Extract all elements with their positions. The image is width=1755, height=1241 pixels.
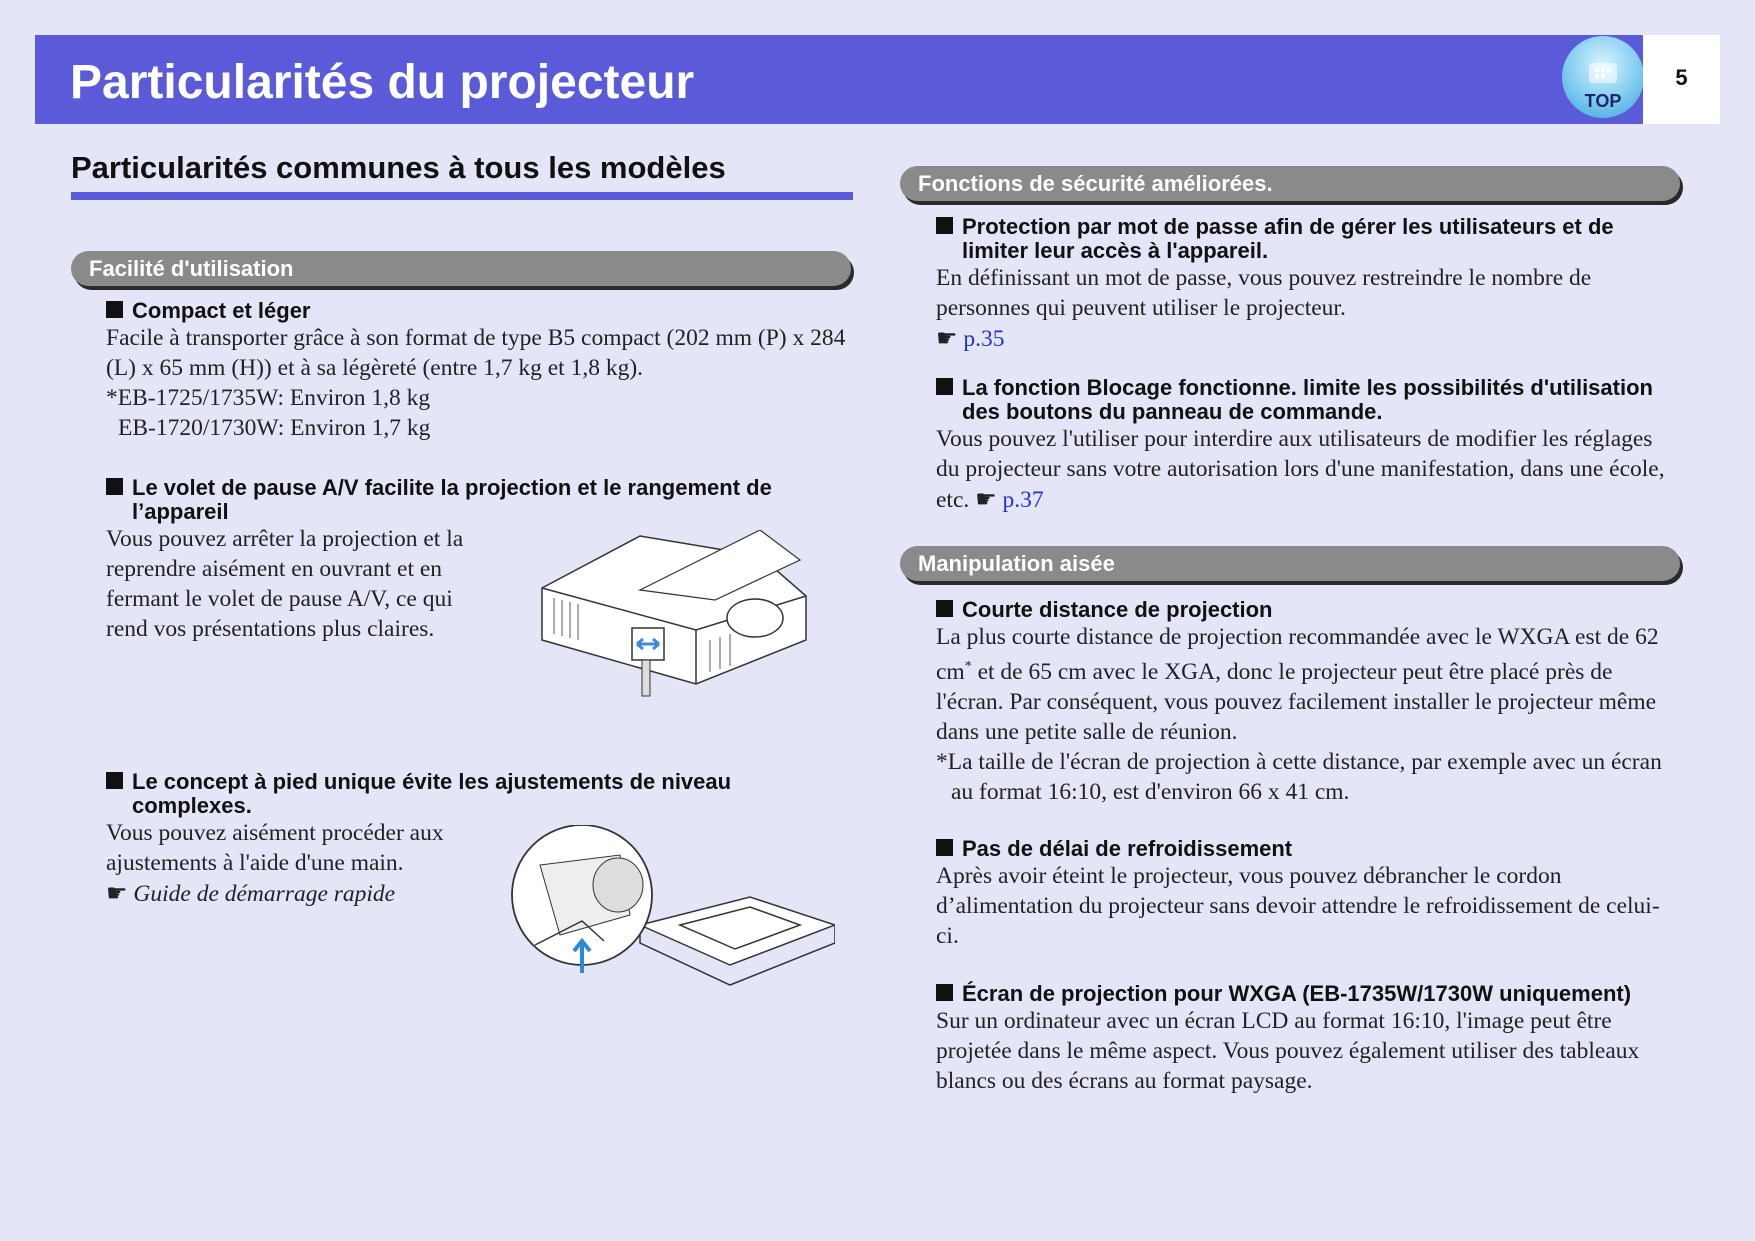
projector-foot-illustration (510, 825, 835, 990)
section-header-label: Manipulation aisée (918, 551, 1115, 576)
bullet-square-icon (936, 217, 953, 234)
pointing-hand-icon: ☛ (936, 324, 958, 352)
bullet-square-icon (936, 839, 953, 856)
feature-title: Le concept à pied unique évite les ajustements de niveau complexes. (106, 770, 826, 818)
feature-title: Le volet de pause A/V facilite la projection et le rangement de l’appareil (106, 476, 826, 524)
section-header-label: Fonctions de sécurité améliorées. (918, 171, 1273, 196)
bullet-square-icon (106, 301, 123, 318)
page-number-box (1643, 35, 1720, 124)
bullet-square-icon (936, 984, 953, 1001)
home-icon (1587, 61, 1619, 85)
bullet-square-icon (936, 600, 953, 617)
section-header-easy-handling (900, 546, 1680, 581)
feature-compact (106, 299, 858, 443)
reference-guide: ☛ Guide de démarrage rapide (106, 879, 396, 907)
feature-password (936, 215, 1676, 354)
page-reference (936, 323, 1676, 354)
feature-title: Pas de délai de refroidissement (936, 837, 1676, 861)
feature-wxga-screen (936, 982, 1676, 1096)
page-header (35, 35, 1645, 124)
link-p37[interactable]: p.37 (1002, 487, 1044, 513)
page-title: Particularités du projecteur (70, 56, 695, 109)
feature-text: Vous pouvez arrêter la projection et la reprendre aisément en ouvrant et en fermant le volet de pause A/V, ce qui rend vos présentations plus claires. (106, 526, 464, 642)
feature-no-cooldown (936, 837, 1676, 951)
feature-title: Courte distance de projection (936, 598, 1676, 622)
pointing-hand-icon: ☛ (106, 879, 128, 907)
feature-short-distance (936, 598, 1676, 807)
pointing-hand-icon: ☛ (975, 485, 997, 513)
feature-title: Compact et léger (106, 299, 858, 323)
link-p35[interactable]: p.35 (963, 326, 1005, 352)
weight-note: *EB-1725/1735W: Environ 1,8 kg (106, 385, 431, 411)
feature-text: Facile à transporter grâce à son format de type B5 compact (202 mm (P) x 284 (L) x 65 mm (H)) et à sa légèreté (entre 1,7 kg et 1,8 kg). (106, 325, 846, 381)
feature-text: Vous pouvez aisément procéder aux ajustements à l'aide d'une main. (106, 820, 444, 876)
projector-av-shutter-illustration (530, 530, 815, 700)
section-header-security (900, 166, 1680, 201)
feature-lock (936, 376, 1676, 515)
top-label: TOP (1584, 91, 1622, 111)
bullet-square-icon (936, 378, 953, 395)
feature-title: Écran de projection pour WXGA (EB-1735W/1730W uniquement) (936, 982, 1676, 1006)
weight-note: EB-1720/1730W: Environ 1,7 kg (118, 415, 431, 441)
feature-title: Protection par mot de passe afin de gérer les utilisateurs et de limiter leur accès à l'appareil. (936, 215, 1676, 263)
section-header-ease-of-use (71, 251, 851, 286)
bullet-square-icon (106, 772, 123, 789)
section-header-label: Facilité d'utilisation (89, 256, 294, 281)
top-button[interactable] (1562, 36, 1644, 118)
title-underline (71, 192, 853, 200)
bullet-square-icon (106, 478, 123, 495)
column-title: Particularités communes à tous les modèles (71, 150, 726, 185)
footnote: *La taille de l'écran de projection à cette distance, par exemple avec un écran au format 16:10, est d'environ 66 x 41 cm. (936, 748, 1662, 805)
feature-text: Après avoir éteint le projecteur, vous pouvez débrancher le cordon d’alimentation du projecteur sans devoir attendre le refroidissement de celui-ci. (936, 863, 1660, 949)
feature-title: La fonction Blocage fonctionne. limite les possibilités d'utilisation des boutons du panneau de commande. (936, 376, 1676, 424)
feature-text: En définissant un mot de passe, vous pouvez restreindre le nombre de personnes qui peuvent utiliser le projecteur. (936, 265, 1592, 321)
feature-text: La plus courte distance de projection recommandée avec le WXGA est de 62 cm* et de 65 cm avec le XGA, donc le projecteur peut être placé près de l'écran. Par conséquent, vous pouvez facilement installer le projecteur même dans une petite salle de réunion. (936, 624, 1659, 745)
feature-text: Sur un ordinateur avec un écran LCD au format 16:10, l'image peut être projetée dans le même aspect. Vous pouvez également utiliser des tableaux blancs ou des écrans au format paysage. (936, 1008, 1640, 1094)
page-number: 5 (1675, 65, 1688, 90)
feature-text: Vous pouvez l'utiliser pour interdire aux utilisateurs de modifier les réglages du projecteur sans votre autorisation lors d'une manifestation, dans une école, etc. ☛ p.37 (936, 426, 1665, 513)
